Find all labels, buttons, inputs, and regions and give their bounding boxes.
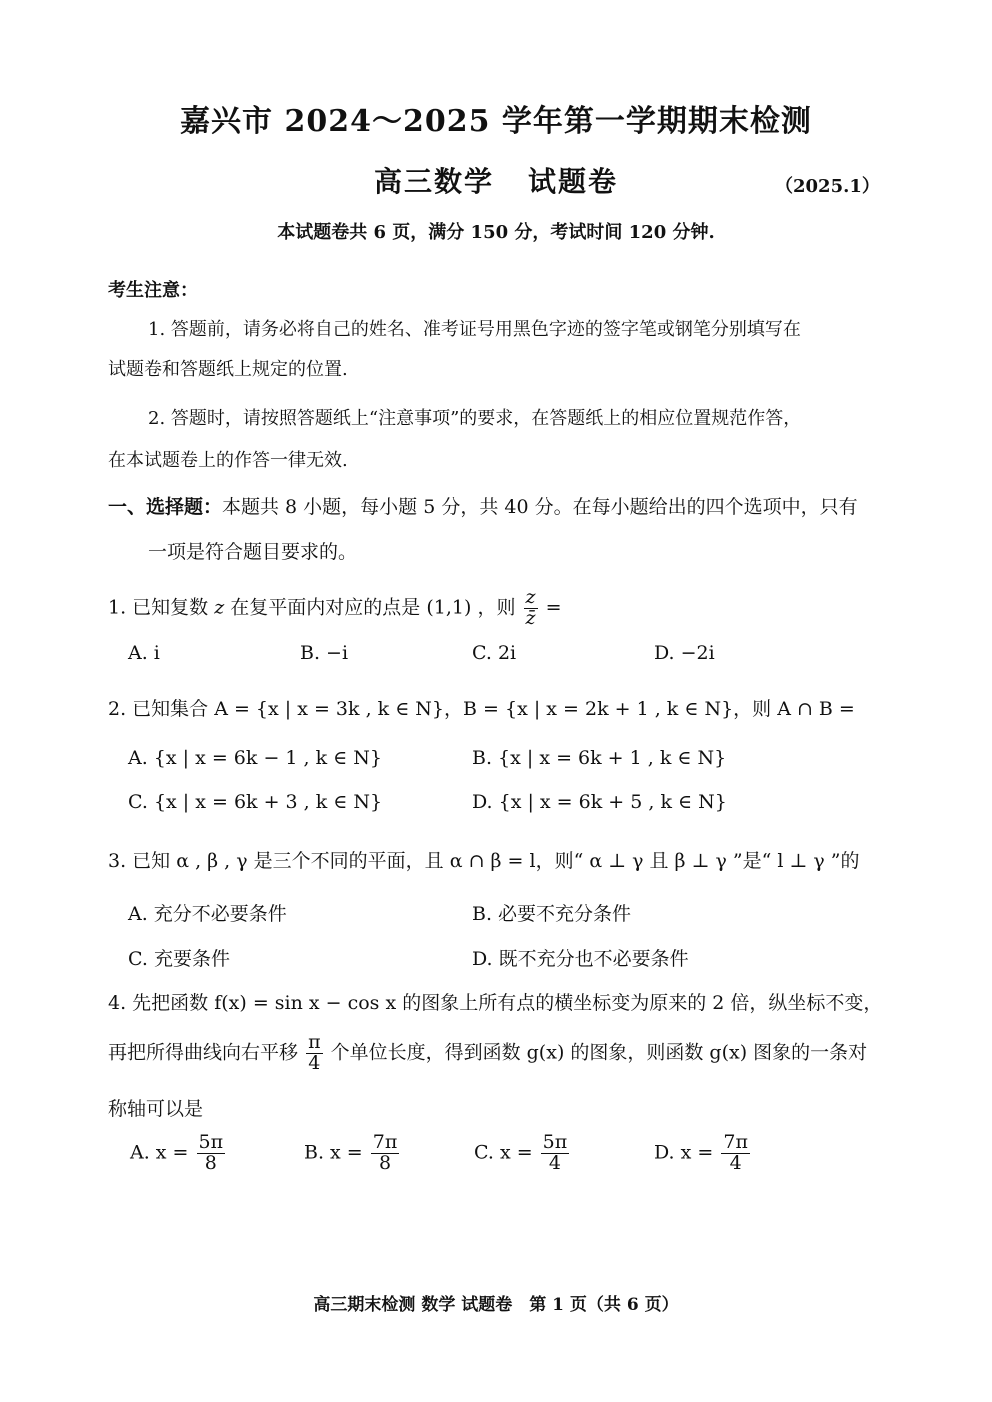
- q4-option-d-fraction: [721, 1133, 750, 1174]
- q4-option-c-label: C. x =: [474, 1141, 533, 1164]
- q4-option-c-den: 4: [548, 1151, 561, 1174]
- subtitle-subject: 高三数学: [373, 165, 494, 198]
- section-1-text-line-2: [148, 537, 357, 564]
- exam-title: 嘉兴市 2024～2025 学年第一学期期末检测: [180, 104, 812, 139]
- q2-option-d: D. {x | x = 6k + 5 , k ∈ N}: [472, 791, 727, 813]
- q1-fraction: [524, 588, 538, 629]
- section-1-text: 本题共 8 小题，每小题 5 分，共 40 分。在每小题给出的四个选项中，只有: [222, 496, 858, 518]
- exam-date: （2025.1）: [775, 176, 880, 197]
- page-footer: 高三期末检测 数学 试题卷 第 1 页（共 6 页）: [313, 1295, 679, 1315]
- q1-option-c: C. 2i: [472, 642, 517, 664]
- q2-option-a: A. {x | x = 6k − 1 , k ∈ N}: [128, 747, 382, 769]
- question-4-line-3: 称轴可以是: [108, 1098, 204, 1120]
- notice-title: 考生注意：: [108, 280, 198, 301]
- notice-item-2-line-1: 2. 答题时，请按照答题纸上“注意事项”的要求，在答题纸上的相应位置规范作答，: [148, 408, 802, 429]
- q2-option-c: C. {x | x = 6k + 3 , k ∈ N}: [128, 791, 383, 813]
- q4-option-b: [304, 1133, 401, 1174]
- question-1: [108, 588, 561, 629]
- subtitle-paper: 试题卷: [528, 165, 619, 198]
- q3-option-a: A. 充分不必要条件: [128, 903, 287, 925]
- q4-option-b-label: B. x =: [304, 1141, 363, 1164]
- question-4-line-2: [108, 1033, 867, 1074]
- q4-option-b-den: 8: [379, 1151, 392, 1174]
- q1-point: (1,1): [426, 596, 472, 619]
- q1-then: ，则: [477, 596, 516, 619]
- q4-option-b-num: 7π: [372, 1131, 398, 1153]
- q4-frac-den: 4: [308, 1051, 321, 1074]
- q2-option-b: B. {x | x = 6k + 1 , k ∈ N}: [472, 747, 727, 769]
- exam-info: 本试题卷共 6 页，满分 150 分，考试时间 120 分钟.: [277, 222, 715, 243]
- q4-option-b-fraction: [371, 1133, 400, 1174]
- section-1-line-2: 一项是符合题目要求的。: [148, 541, 358, 563]
- q1-prefix: 1. 已知复数: [108, 596, 209, 619]
- q4-fraction: [306, 1033, 323, 1074]
- q4-option-a-label: A. x =: [130, 1141, 189, 1164]
- notice-item-1-line-1: 1. 答题前，请务必将自己的姓名、准考证号用黑色字迹的签字笔或钢笔分别填写在: [148, 319, 801, 340]
- q4-option-c-fraction: [541, 1133, 570, 1174]
- q1-mid: 在复平面内对应的点是: [230, 596, 421, 619]
- q4-option-d-num: 7π: [723, 1131, 748, 1153]
- q1-eq: =: [545, 596, 562, 619]
- section-1-label: 一、选择题：: [108, 496, 223, 518]
- q1-frac-den: z̄: [525, 606, 536, 629]
- q4-line2-a: 再把所得曲线向右平移: [108, 1041, 299, 1064]
- q3-option-b: B. 必要不充分条件: [472, 903, 632, 925]
- q1-option-a: A. i: [128, 642, 160, 664]
- q4-frac-num: π: [308, 1031, 321, 1053]
- q4-line2-b: 个单位长度，得到函数 g(x) 的图象，则函数 g(x) 图象的一条对: [330, 1041, 868, 1064]
- q4-option-d-label: D. x =: [654, 1141, 714, 1164]
- section-1-heading: [108, 492, 858, 519]
- q3-option-c: C. 充要条件: [128, 948, 230, 970]
- q4-option-c-num: 5π: [542, 1131, 568, 1153]
- notice-item-2-line-2: 在本试题卷上的作答一律无效.: [108, 450, 348, 471]
- q4-option-d-den: 4: [729, 1151, 742, 1174]
- q4-option-a-num: 5π: [198, 1131, 224, 1153]
- q4-option-a-fraction: [197, 1133, 226, 1174]
- q1-option-d: D. −2i: [654, 642, 715, 664]
- q1-frac-num: z: [525, 586, 536, 608]
- q4-option-a: [130, 1133, 227, 1174]
- question-2: 2. 已知集合 A = {x | x = 3k , k ∈ N}，B = {x | x = 2k + 1 , k ∈ N}，则 A ∩ B =: [108, 698, 855, 720]
- question-4-line-1: 4. 先把函数 f(x) = sin x − cos x 的图象上所有点的横坐标变为原来的 2 倍，纵坐标不变，: [108, 992, 883, 1014]
- notice-item-1-line-2: 试题卷和答题纸上规定的位置.: [108, 359, 348, 380]
- question-3: 3. 已知 α , β , γ 是三个不同的平面，且 α ∩ β = l，则“ α ⊥ γ 且 β ⊥ γ ”是“ l ⊥ γ ”的: [108, 850, 860, 872]
- q4-option-c: [474, 1133, 571, 1174]
- q4-option-a-den: 8: [204, 1151, 217, 1174]
- q1-var: z: [214, 596, 225, 619]
- q1-option-b: B. −i: [300, 642, 349, 664]
- q4-option-d: [654, 1133, 752, 1174]
- q3-option-d: D. 既不充分也不必要条件: [472, 948, 689, 970]
